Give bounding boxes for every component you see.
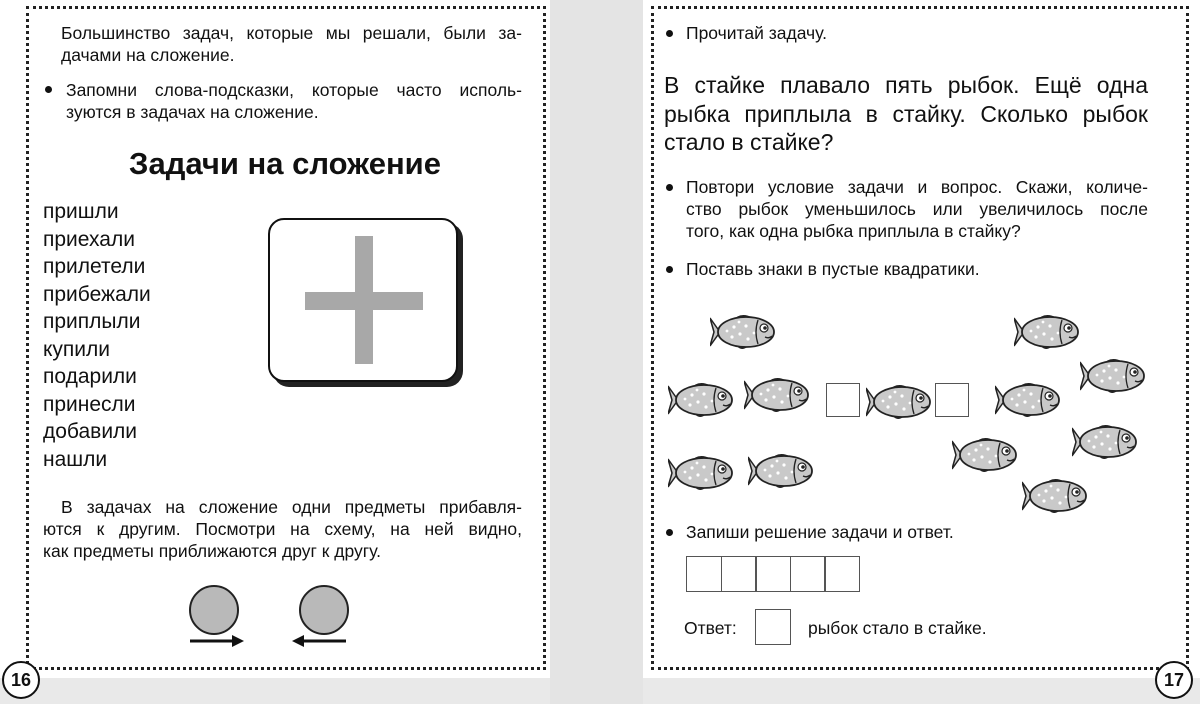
plus-icon-bar (305, 292, 423, 310)
fish-icon (668, 380, 736, 424)
fish-icon (1072, 422, 1140, 466)
fish-icon (1022, 476, 1090, 520)
arrow-right-icon (188, 633, 248, 649)
fish-icon (866, 382, 934, 426)
paragraph-line-2: ются к другим. Посмотри на схему, на ней видно, (43, 519, 522, 539)
bullet-icon (666, 266, 673, 273)
book-gutter (550, 0, 643, 704)
sign-box[interactable] (935, 383, 969, 417)
keyword: приплыли (43, 310, 141, 333)
bullet2-line-3: того, как одна рыбка приплыла в стайку? (686, 221, 1021, 241)
paragraph-line-1: В задачах на сложение одни предметы прибавля- (61, 497, 522, 517)
fish-icon (710, 312, 778, 356)
solution-cells (686, 556, 860, 592)
bullet-icon (45, 86, 52, 93)
solution-cell[interactable] (824, 556, 860, 592)
instruction-read: Прочитай задачу. (686, 23, 828, 43)
fish-icon (748, 451, 816, 495)
keyword: пришли (43, 200, 119, 223)
bullet-icon (666, 529, 673, 536)
fish-icon (995, 380, 1063, 424)
fish-icon (952, 435, 1020, 479)
keyword: подарили (43, 365, 137, 388)
bullet2-line-1: Повтори условие задачи и вопрос. Скажи, количе- (686, 177, 1148, 197)
instruction-signs: Поставь знаки в пустые квадратики. (686, 259, 980, 279)
solution-cell[interactable] (755, 556, 791, 592)
circle-icon (299, 585, 349, 635)
keyword: принесли (43, 392, 136, 416)
bullet2-line-2: ство рыбок уменьшилось или увеличилось после (686, 199, 1148, 219)
bullet-icon (666, 184, 673, 191)
paragraph-line-3: как предметы приближаются друг к другу. (43, 541, 381, 561)
answer-box[interactable] (755, 609, 791, 645)
intro-line-1: Большинство задач, которые мы решали, были за- (61, 23, 522, 43)
intro-line-2: дачами на сложение. (61, 45, 235, 65)
fish-icon (1014, 312, 1082, 356)
sign-box[interactable] (826, 383, 860, 417)
bullet1-line-1: Запомни слова-подсказки, которые часто исполь- (66, 80, 522, 100)
problem-line-3: стало в стайке? (664, 129, 834, 155)
solution-cell[interactable] (686, 556, 722, 592)
solution-cell[interactable] (790, 556, 826, 592)
keyword: купили (43, 337, 111, 361)
answer-suffix: рыбок стало в стайке. (808, 618, 987, 638)
solution-cell[interactable] (721, 556, 757, 592)
fish-icon (1080, 356, 1148, 400)
keyword: добавили (43, 420, 138, 443)
problem-line-1: В стайке плавало пять рыбок. Ещё одна (664, 72, 1148, 98)
page-16 (0, 0, 550, 678)
keyword-list (43, 198, 151, 473)
instruction-write: Запиши решение задачи и ответ. (686, 522, 954, 542)
problem-line-2: рыбка приплыла в стайку. Сколько рыбок (664, 100, 1148, 127)
keyword: нашли (43, 447, 108, 471)
circle-icon (189, 585, 239, 635)
bullet1-line-2: зуются в задачах на сложение. (66, 102, 319, 122)
keyword: прилетели (43, 255, 146, 278)
fish-icon (668, 453, 736, 497)
bullet-icon (666, 30, 673, 37)
answer-label: Ответ: (684, 618, 737, 638)
keyword: прибежали (43, 282, 151, 306)
fish-icon (744, 375, 812, 419)
arrow-left-icon (288, 633, 348, 649)
section-title: Задачи на сложение (129, 146, 441, 181)
page-number-16: 16 (2, 661, 40, 699)
keyword: приехали (43, 227, 135, 251)
plus-card (268, 218, 458, 382)
page-number-17: 17 (1155, 661, 1193, 699)
